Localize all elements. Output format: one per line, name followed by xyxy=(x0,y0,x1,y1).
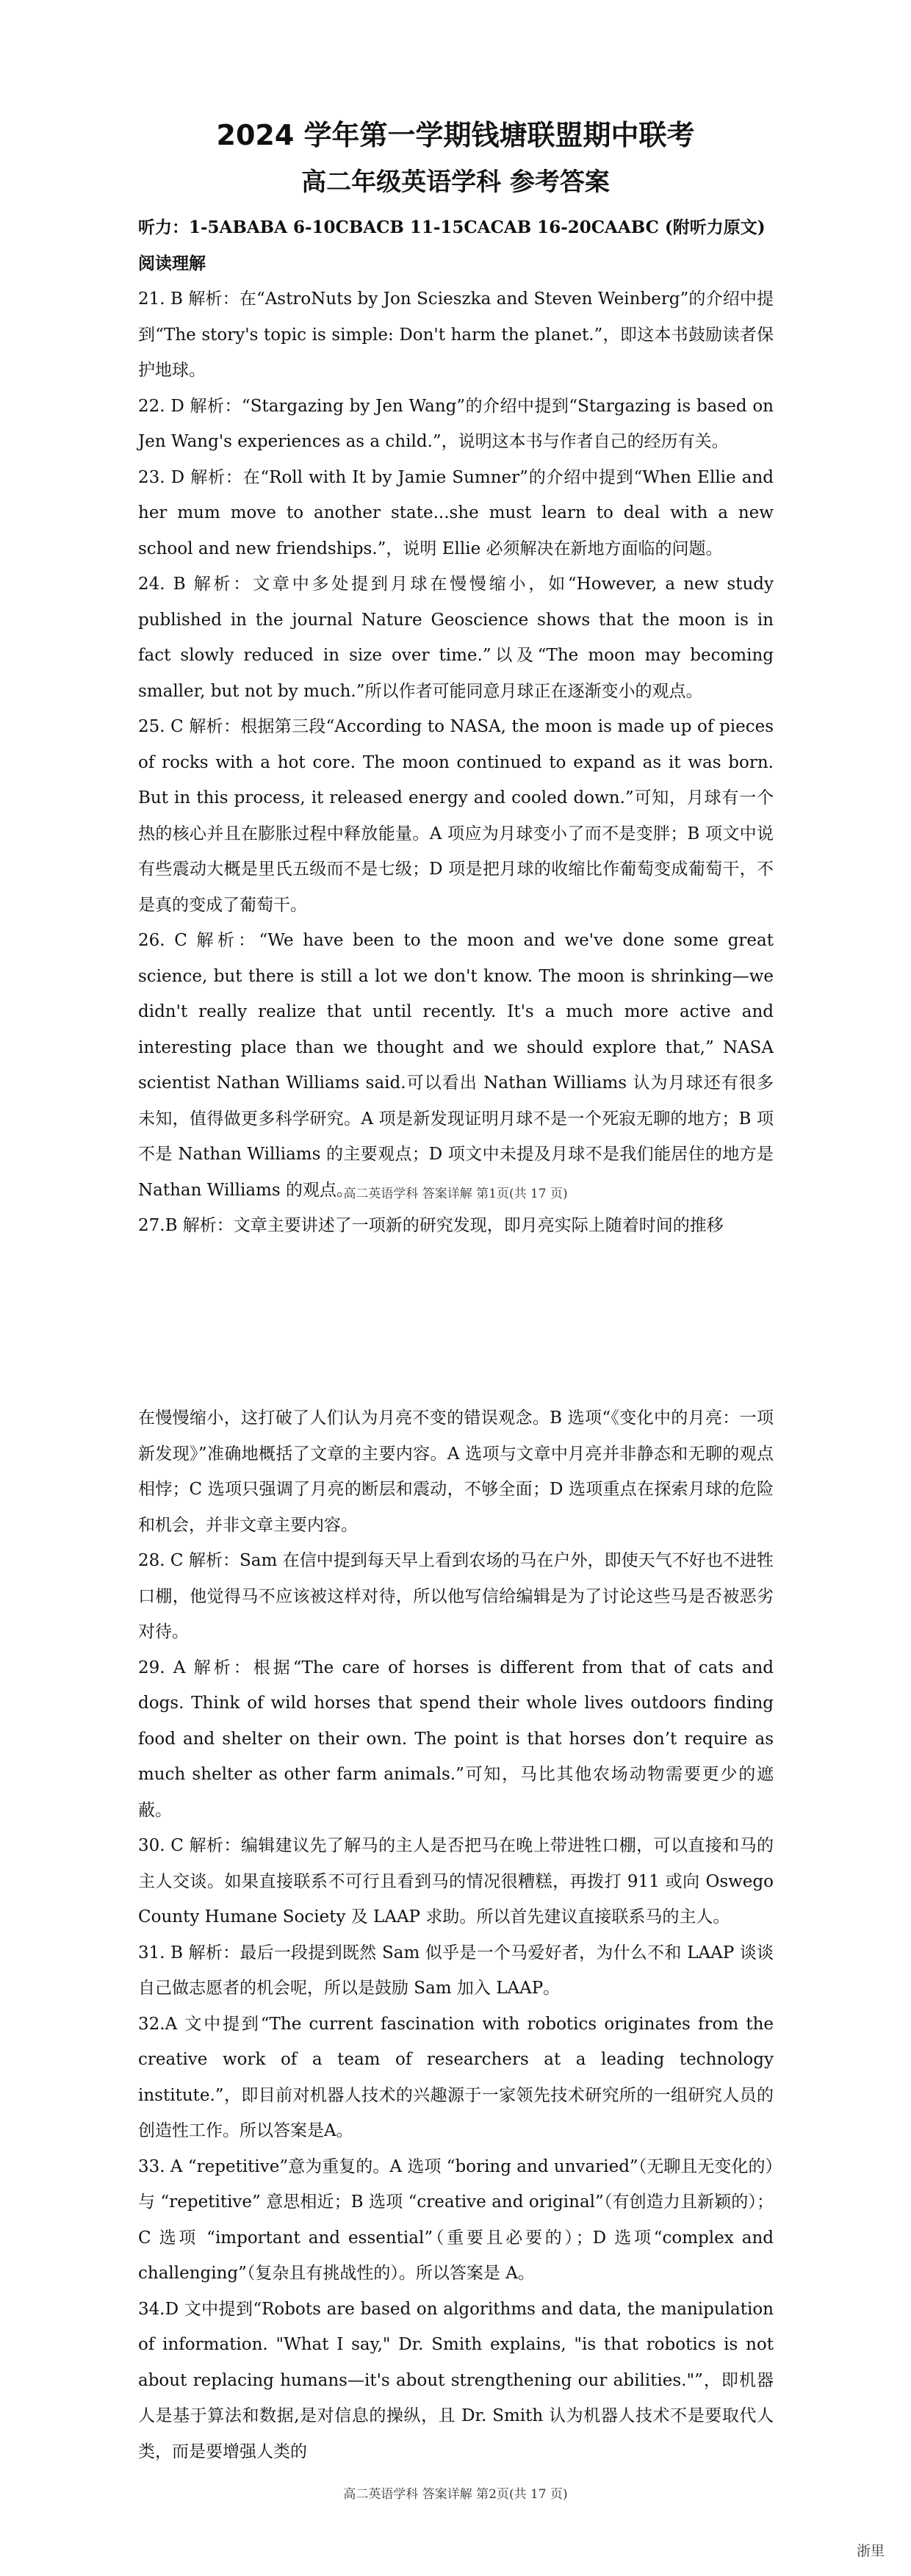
answer-item: 24. B 解析：文章中多处提到月球在慢慢缩小，如“However, a new study published in the journal Nature Geoscience shows that the moon is in fact slowly reduced in size over time.”以及“The moon may becoming smaller, but not by much.”所以作者可能同意月球正在逐渐变小的观点。 xyxy=(138,575,774,701)
answer-item: 34.D 文中提到“Robots are based on algorithms and data, the manipulation of information. "What I say," Dr. Smith explains, "is that robotics is not about replacing humans—it's about strengthening our abilities."”，即机器人是基于算法和数据,是对信息的操纵，且 Dr. Smith 认为机器人技术不是要取代人类，而是要增强人类的 xyxy=(138,2299,774,2461)
listening-answers: 听力：1-5ABABA 6-10CBACB 11-15CACAB 16-20CAABC (附听力原文) xyxy=(138,217,766,237)
corner-label: 浙里 xyxy=(856,2543,885,2559)
page-1-content xyxy=(138,210,774,1244)
reading-heading: 阅读理解 xyxy=(138,253,206,273)
answer-item: 27.B 解析：文章主要讲述了一项新的研究发现，即月亮实际上随着时间的推移 xyxy=(138,1216,724,1235)
page-footer: 高二英语学科 答案详解 第1页(共 17 页) xyxy=(343,1187,568,1201)
answer-item: 28. C 解析：Sam 在信中提到每天早上看到农场的马在户外，即使天气不好也不进牲口棚，他觉得马不应该被这样对待，所以他写信给编辑是为了讨论这些马是否被恶劣对待。 xyxy=(138,1551,774,1641)
answer-item: 31. B 解析：最后一段提到既然 Sam 似乎是一个马爱好者，为什么不和 LAAP 谈谈自己做志愿者的机会呢，所以是鼓励 Sam 加入 LAAP。 xyxy=(138,1943,774,1998)
answer-item: 25. C 解析：根据第三段“According to NASA, the moon is made up of pieces of rocks with a hot core. The moon continued to expand as it was born. But in this process, it released energy and cooled down.”可知，月球有一个热的核心并且在膨胀过程中释放能量。A 项应为月球变小了而不是变胖；B 项文中说有些震动大概是里氏五级而不是七级；D 项是把月球的收缩比作葡萄变成葡萄干，不是真的变成了葡萄干。 xyxy=(138,717,774,915)
page-1 xyxy=(0,0,911,1242)
answer-item: 23. D 解析：在“Roll with It by Jamie Sumner”的介绍中提到“When Ellie and her mum move to another state...she must learn to deal with a new school and new friendships.”，说明 Ellie 必须解决在新地方面临的问题。 xyxy=(138,467,774,558)
page-footer: 高二英语学科 答案详解 第2页(共 17 页) xyxy=(343,2487,568,2502)
page-2 xyxy=(0,1367,911,2576)
answer-item: 33. A “repetitive”意为重复的。A 选项 “boring and unvaried”（无聊且无变化的）与 “repetitive” 意思相近；B 选项 “creative and original”（有创造力且新颖的）；C 选项 “important and essential”（重要且必要的）；D 选项“complex and challenging”（复杂且有挑战性的）。所以答案是 A。 xyxy=(138,2156,774,2283)
answer-item: 29. A 解析：根据“The care of horses is different from that of cats and dogs. Think of wild horses that spend their whole lives outdoors finding food and shelter on their own. The point is that horses don’t require as much shelter as other farm animals.”可知，马比其他农场动物需要更少的遮蔽。 xyxy=(138,1658,774,1820)
answer-item: 21. B 解析：在“AstroNuts by Jon Scieszka and Steven Weinberg”的介绍中提到“The story's topic is simple: Don't harm the planet.”，即这本书鼓励读者保护地球。 xyxy=(138,289,774,380)
answer-item: 32.A 文中提到“The current fascination with robotics originates from the creative work of a team of researchers at a leading technology institute.”，即目前对机器人技术的兴趣源于一家领先技术研究所的一组研究人员的创造性工作。所以答案是A。 xyxy=(138,2014,774,2140)
page-2-content xyxy=(138,1400,774,2469)
answer-item: 22. D 解析：“Stargazing by Jen Wang”的介绍中提到“Stargazing is based on Jen Wang's experiences as a child.”，说明这本书与作者自己的经历有关。 xyxy=(138,396,774,451)
answer-item: 在慢慢缩小，这打破了人们认为月亮不变的错误观念。B 选项“《变化中的月亮：一项新发现》”准确地概括了文章的主要内容。A 选项与文章中月亮并非静态和无聊的观点相悖；C 选项只强调了月亮的断层和震动，不够全面；D 选项重点在探索月球的危险和机会，并非文章主要内容。 xyxy=(138,1408,774,1535)
exam-title: 2024 学年第一学期钱塘联盟期中联考 xyxy=(216,119,695,151)
answer-item: 30. C 解析：编辑建议先了解马的主人是否把马在晚上带进牲口棚，可以直接和马的主人交谈。如果直接联系不可行且看到马的情况很糟糕，再拨打 911 或向 Oswego County Humane Society 及 LAAP 求助。所以首先建议直接联系马的主人。 xyxy=(138,1836,774,1926)
exam-subtitle: 高二年级英语学科 参考答案 xyxy=(301,168,610,197)
answer-item: 26. C 解析：“We have been to the moon and we've done some great science, but there is still a lot we don't know. The moon is shrinking—we didn't really realize that until recently. It's a much more active and interesting place than we thought and we should explore that,” NASA scientist Nathan Williams said.可以看出 Nathan Williams 认为月球还有很多未知，值得做更多科学研究。A 项是新发现证明月球不是一个死寂无聊的地方；B 项不是 Nathan Williams 的主要观点；D 项文中未提及月球不是我们能居住的地方是 Nathan Williams 的观点。 xyxy=(138,931,774,1200)
